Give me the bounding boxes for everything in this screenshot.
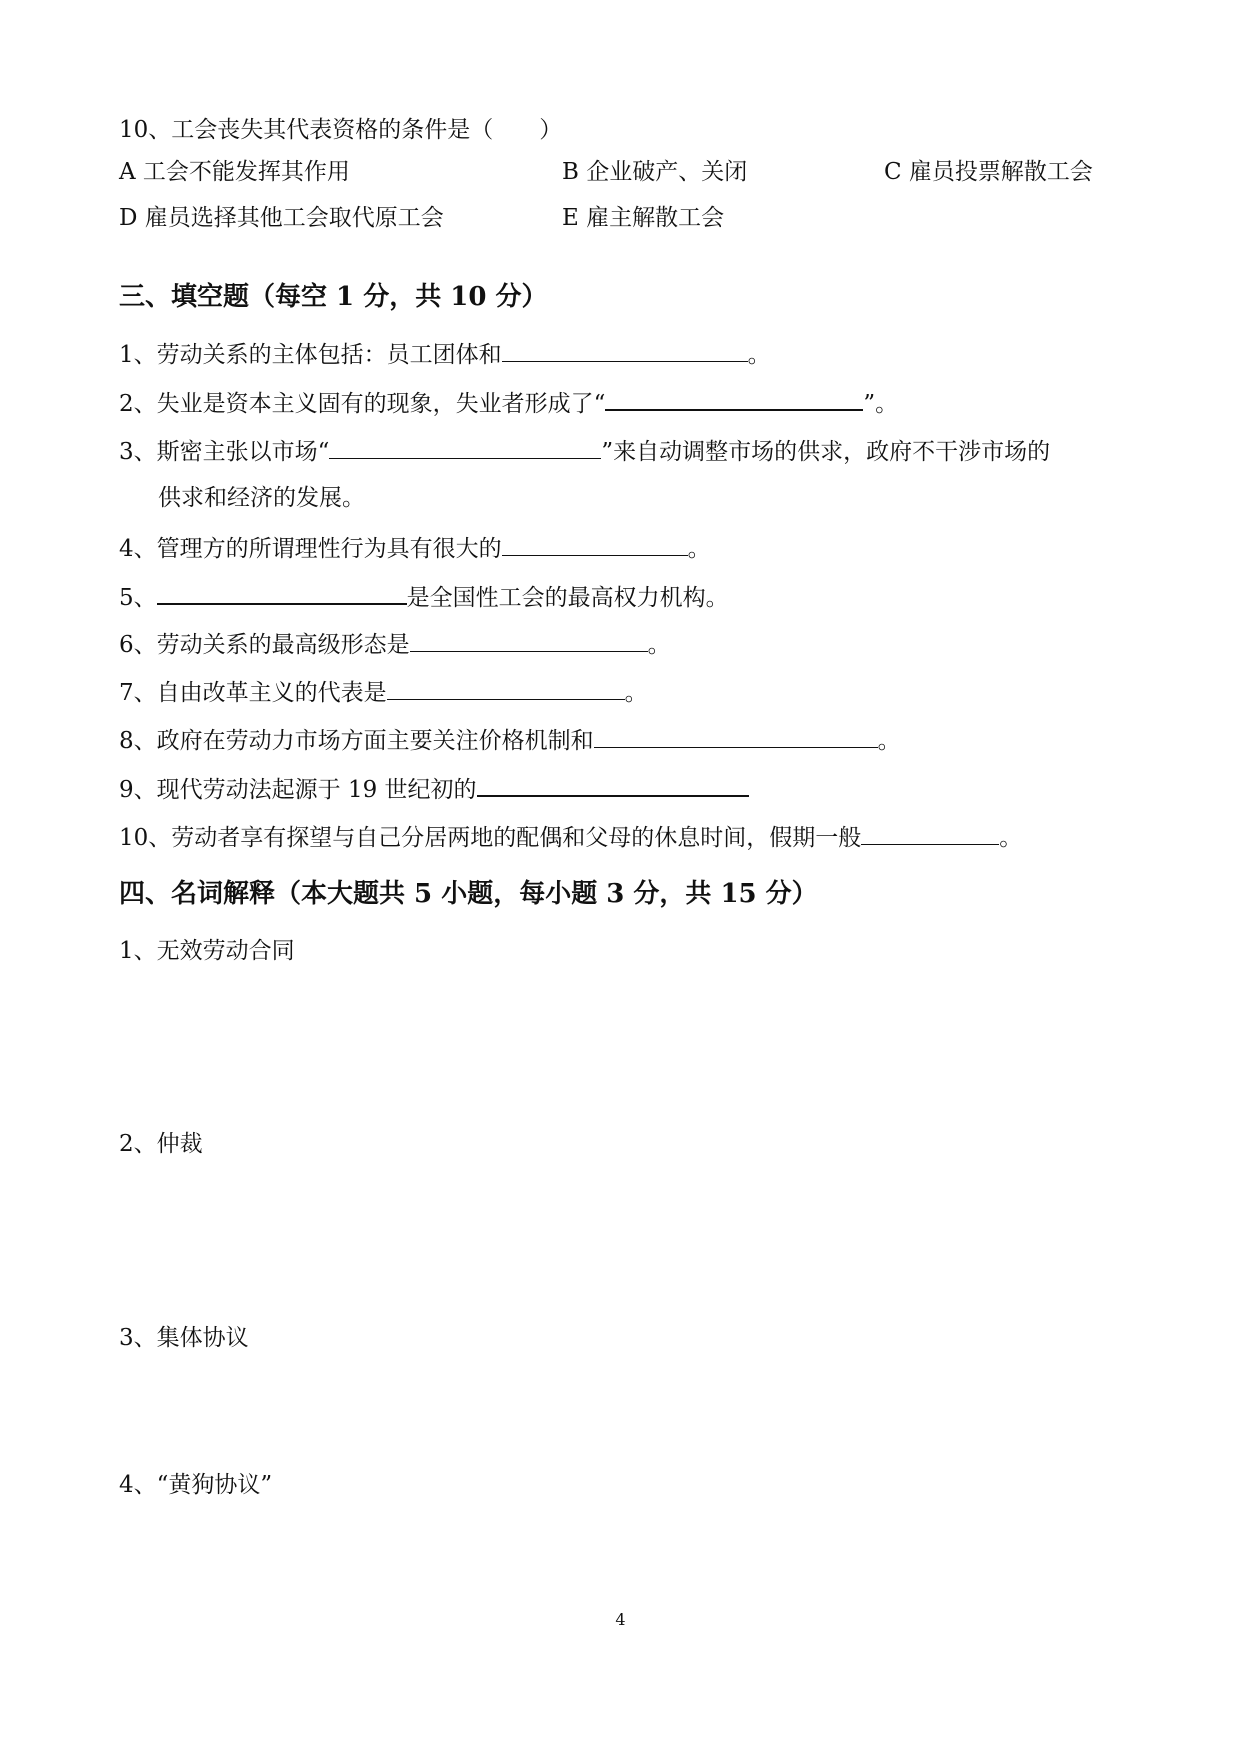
term-item-4: 4、“黄狗协议” xyxy=(119,1472,273,1498)
fill-item-text: 1、劳动关系的主体包括：员工团体和 xyxy=(119,342,502,368)
fill-item-text: 8、政府在劳动力市场方面主要关注价格机制和 xyxy=(119,728,594,754)
fill-item-text: 3、斯密主张以市场“ xyxy=(119,439,330,465)
fill-item-text: 2、失业是资本主义固有的现象，失业者形成了“ xyxy=(119,391,606,417)
answer-blank[interactable] xyxy=(157,581,407,605)
option-e: E 雇主解散工会 xyxy=(562,205,725,231)
term-item-1: 1、无效劳动合同 xyxy=(119,938,295,964)
fill-item-8 xyxy=(119,725,901,756)
section-3-heading: 三、填空题（每空 1 分，共 10 分） xyxy=(119,282,548,312)
answer-blank[interactable] xyxy=(861,822,999,845)
option-b: B 企业破产、关闭 xyxy=(562,159,748,185)
fill-item-text: 。 xyxy=(999,825,1023,851)
option-c: C 雇员投票解散工会 xyxy=(884,159,1093,185)
fill-item-text: 4、管理方的所谓理性行为具有很大的 xyxy=(119,536,502,562)
answer-blank[interactable] xyxy=(502,339,748,362)
option-d: D 雇员选择其他工会取代原工会 xyxy=(119,205,444,231)
fill-item-text: 5、 xyxy=(119,585,157,611)
section-4-heading: 四、名词解释（本大题共 5 小题，每小题 3 分，共 15 分） xyxy=(119,879,818,909)
fill-item-text: 。 xyxy=(747,342,771,368)
fill-item-3 xyxy=(119,436,1050,467)
term-item-2: 2、仲裁 xyxy=(119,1131,203,1157)
fill-item-1 xyxy=(119,339,771,370)
fill-item-text: 。 xyxy=(877,728,901,754)
fill-item-text: 9、现代劳动法起源于 19 世纪初的 xyxy=(119,777,477,803)
fill-item-5 xyxy=(119,581,729,613)
fill-item-7 xyxy=(119,677,648,708)
fill-item-text: 。 xyxy=(687,536,711,562)
fill-item-text: 是全国性工会的最高权力机构。 xyxy=(406,585,729,611)
answer-blank[interactable] xyxy=(605,387,863,411)
answer-blank[interactable] xyxy=(410,629,648,652)
fill-item-4 xyxy=(119,533,711,564)
fill-item-text: 。 xyxy=(647,632,671,658)
fill-item-text: ”来自动调整市场的供求，政府不干涉市场的 xyxy=(601,439,1051,465)
term-item-3: 3、集体协议 xyxy=(119,1325,249,1351)
answer-blank[interactable] xyxy=(477,773,749,797)
fill-item-3-continuation: 供求和经济的发展。 xyxy=(158,485,365,511)
fill-item-6 xyxy=(119,629,671,660)
answer-blank[interactable] xyxy=(502,533,688,556)
fill-item-text: 7、自由改革主义的代表是 xyxy=(119,680,387,706)
fill-item-9 xyxy=(119,773,749,805)
fill-item-text: 。 xyxy=(624,680,648,706)
fill-item-text: ”。 xyxy=(863,391,899,417)
question-10-stem: 10、工会丧失其代表资格的条件是（ ） xyxy=(119,117,563,143)
option-a: A 工会不能发挥其作用 xyxy=(119,159,350,185)
fill-item-2 xyxy=(119,387,898,419)
page-number: 4 xyxy=(615,1610,626,1629)
answer-blank[interactable] xyxy=(329,436,601,459)
fill-item-10 xyxy=(119,822,1022,853)
answer-blank[interactable] xyxy=(594,725,878,748)
fill-item-text: 10、劳动者享有探望与自己分居两地的配偶和父母的休息时间，假期一般 xyxy=(119,825,862,851)
answer-blank[interactable] xyxy=(387,677,625,700)
fill-item-text: 6、劳动关系的最高级形态是 xyxy=(119,632,410,658)
